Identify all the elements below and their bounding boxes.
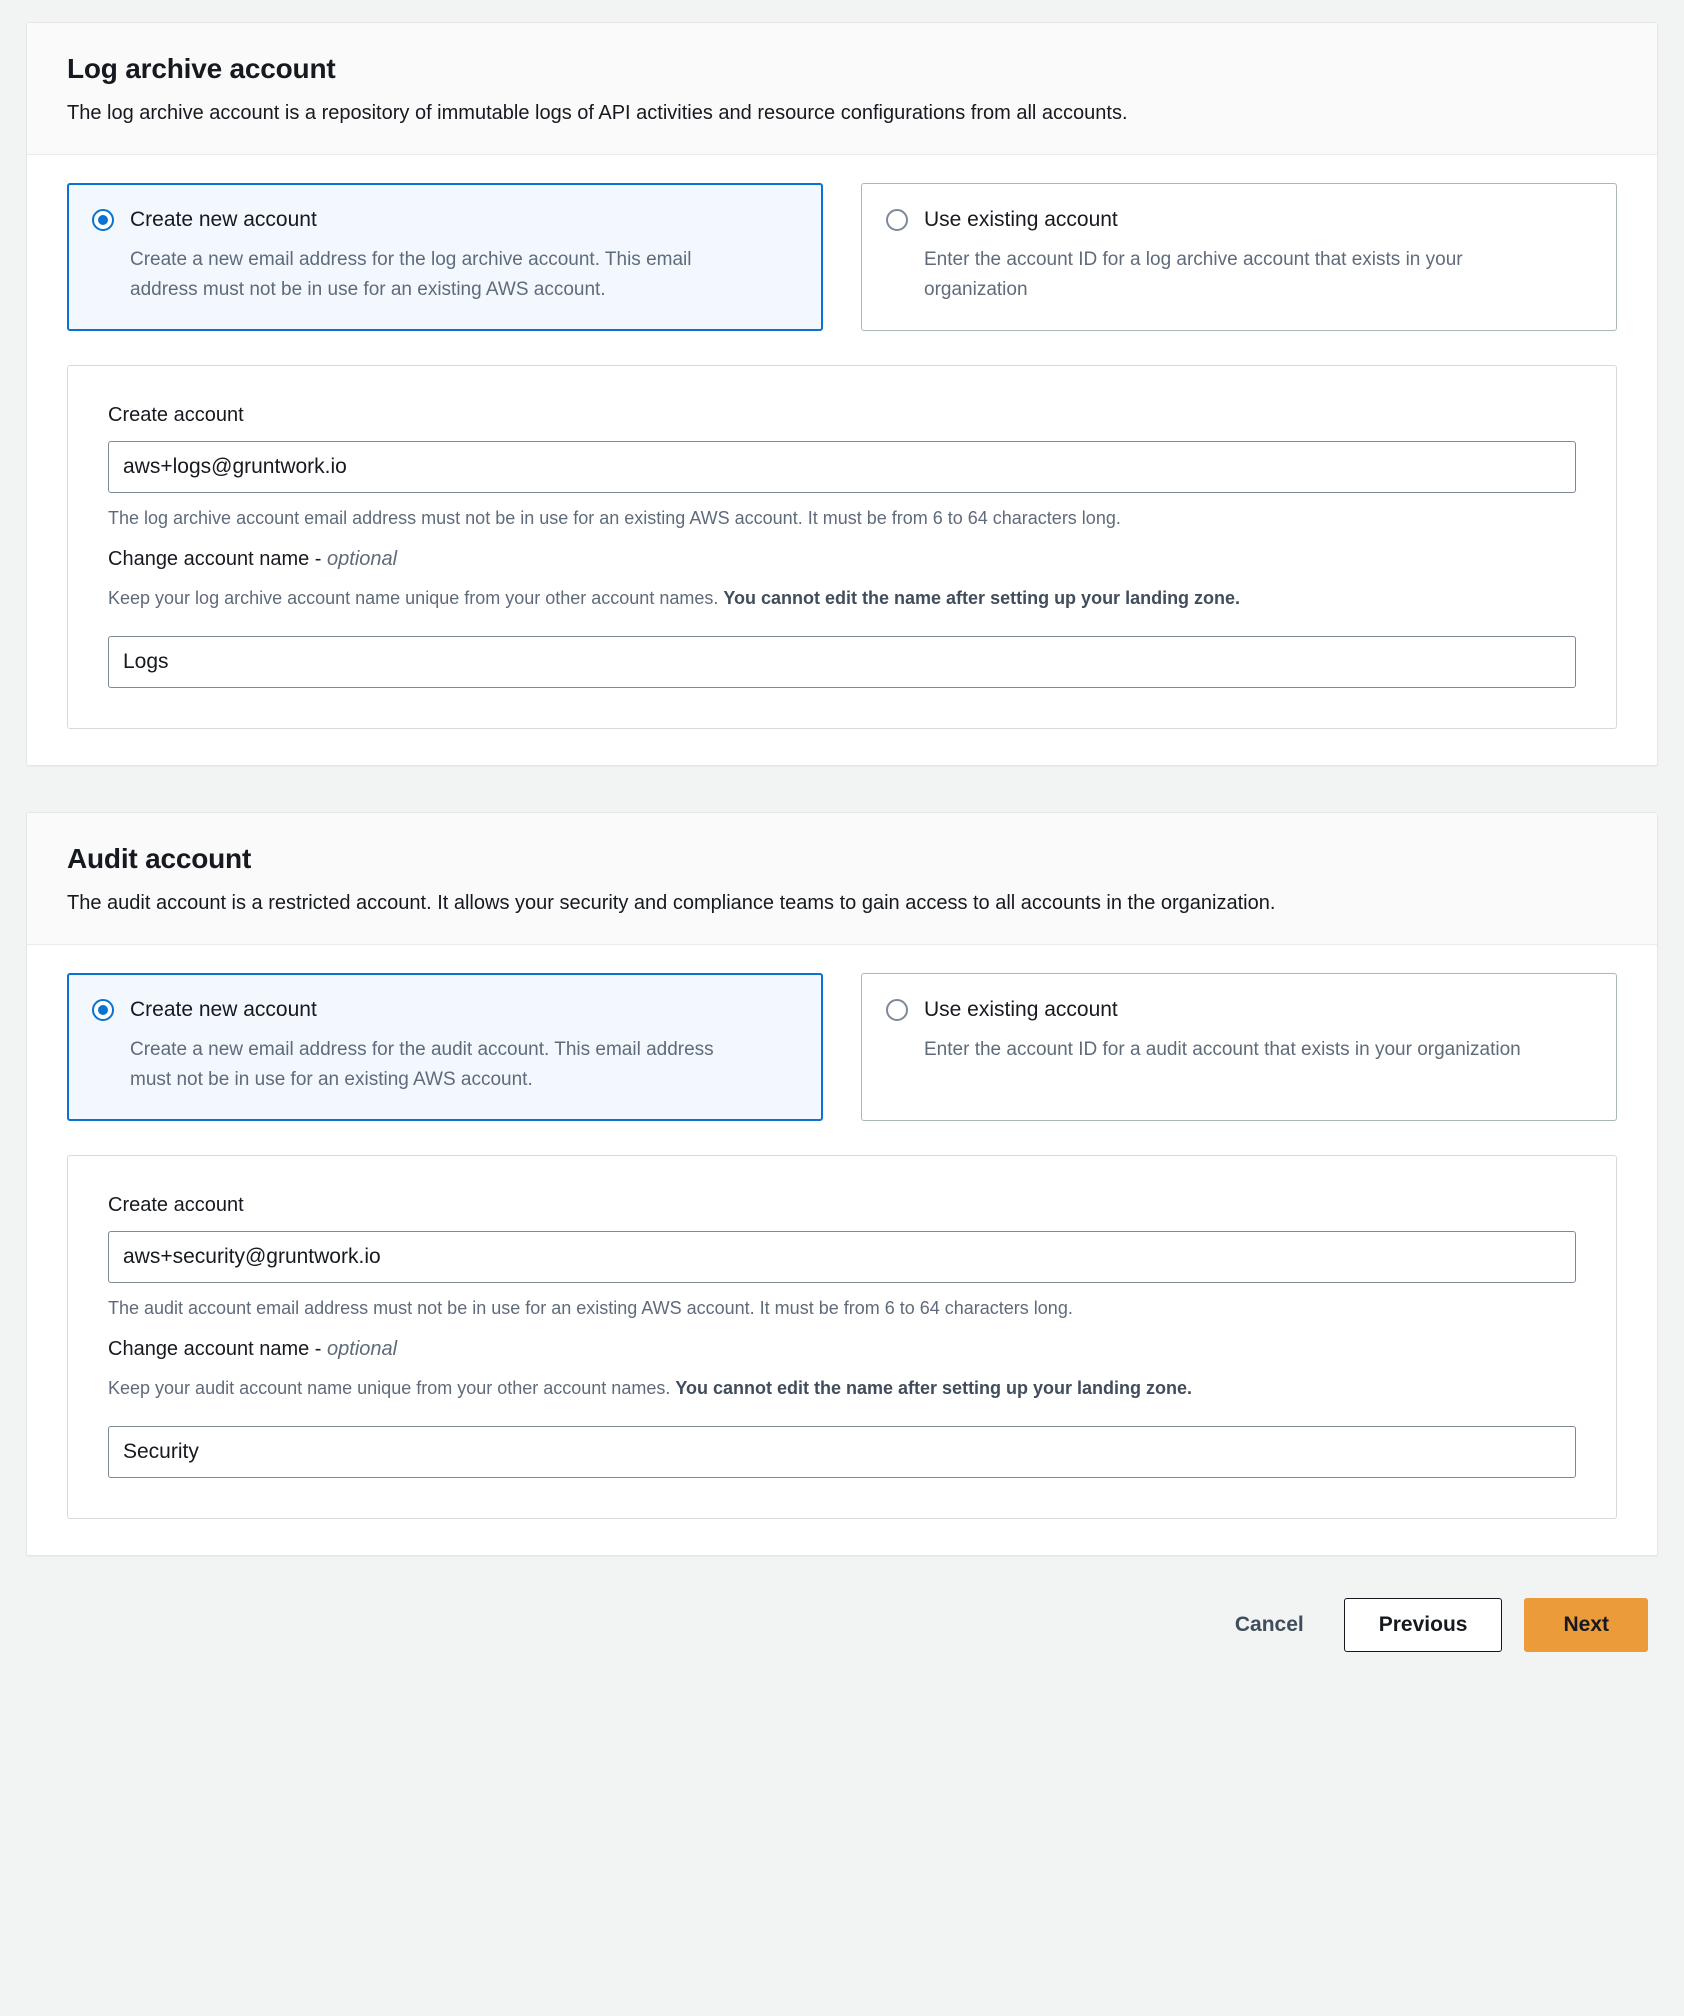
audit-name-hint-normal: Keep your audit account name unique from your other account names. — [108, 1378, 676, 1398]
audit-email-label: Create account — [108, 1194, 244, 1216]
log-archive-name-label — [108, 548, 1576, 571]
audit-account-card — [26, 812, 1658, 1556]
audit-use-existing-account-option[interactable] — [861, 973, 1617, 1121]
page-title: Log archive account — [67, 53, 336, 84]
log-archive-use-existing-account-row — [886, 206, 1592, 233]
audit-account-description: The audit account is a restricted account. It allows your security and compliance teams to gain access to all accounts in the organization. — [67, 892, 1276, 914]
log-archive-name-label-text: Change account name - — [108, 548, 328, 570]
audit-create-new-account-row — [92, 996, 798, 1023]
cancel-button[interactable]: Cancel — [1217, 1601, 1322, 1649]
log-archive-account-choice-group — [67, 183, 1617, 331]
log-archive-use-existing-account-sub: Enter the account ID for a log archive account that exists in your organization — [924, 249, 1463, 300]
audit-name-label-text: Change account name - — [108, 1338, 328, 1360]
audit-account-header — [27, 813, 1657, 945]
log-archive-email-hint: The log archive account email address must not be in use for an existing AWS account. It must be from 6 to 64 characters long. — [108, 508, 1121, 528]
audit-use-existing-account-sub: Enter the account ID for a audit account that exists in your organization — [924, 1039, 1521, 1061]
log-archive-account-body — [27, 155, 1657, 765]
log-archive-create-new-account-option[interactable] — [67, 183, 823, 331]
radio-unselected-icon[interactable] — [886, 999, 908, 1021]
log-archive-email-label: Create account — [108, 404, 244, 426]
radio-selected-icon[interactable] — [92, 999, 114, 1021]
log-archive-account-header — [27, 23, 1657, 155]
audit-use-existing-account-row — [886, 996, 1592, 1023]
next-button[interactable]: Next — [1524, 1598, 1648, 1652]
log-archive-name-input[interactable] — [108, 636, 1576, 688]
log-archive-name-hint-bold: You cannot edit the name after setting up your landing zone. — [723, 588, 1241, 608]
audit-create-account-panel — [67, 1155, 1617, 1519]
previous-button[interactable]: Previous — [1344, 1598, 1503, 1652]
audit-account-body — [27, 945, 1657, 1555]
log-archive-create-new-account-row — [92, 206, 798, 233]
log-archive-use-existing-account-label: Use existing account — [924, 208, 1118, 231]
audit-email-input[interactable] — [108, 1231, 1576, 1283]
radio-unselected-icon[interactable] — [886, 209, 908, 231]
audit-name-input[interactable] — [108, 1426, 1576, 1478]
audit-email-hint: The audit account email address must not be in use for an existing AWS account. It must be from 6 to 64 characters long. — [108, 1298, 1073, 1318]
log-archive-create-account-panel — [67, 365, 1617, 729]
log-archive-account-card — [26, 22, 1658, 766]
wizard-footer-actions — [26, 1556, 1658, 1692]
audit-create-new-account-label: Create new account — [130, 998, 317, 1021]
log-archive-create-new-account-sub: Create a new email address for the log archive account. This email address must not be in use for an existing AWS account. — [130, 249, 692, 300]
log-archive-create-new-account-label: Create new account — [130, 208, 317, 231]
log-archive-email-input[interactable] — [108, 441, 1576, 493]
log-archive-account-description: The log archive account is a repository of immutable logs of API activities and resource configurations from all accounts. — [67, 102, 1128, 124]
audit-name-hint — [108, 1375, 1576, 1402]
audit-account-choice-group — [67, 973, 1617, 1121]
radio-selected-icon[interactable] — [92, 209, 114, 231]
audit-create-new-account-option[interactable] — [67, 973, 823, 1121]
audit-name-hint-bold: You cannot edit the name after setting up your landing zone. — [675, 1378, 1193, 1398]
audit-create-new-account-sub: Create a new email address for the audit account. This email address must not be in use for an existing AWS account. — [130, 1039, 714, 1090]
log-archive-use-existing-account-option[interactable] — [861, 183, 1617, 331]
log-archive-name-hint — [108, 585, 1576, 612]
log-archive-name-label-optional: optional — [327, 548, 398, 570]
audit-use-existing-account-label: Use existing account — [924, 998, 1118, 1021]
audit-account-title: Audit account — [67, 843, 252, 874]
log-archive-name-hint-normal: Keep your log archive account name unique from your other account names. — [108, 588, 724, 608]
audit-name-label-optional: optional — [327, 1338, 398, 1360]
audit-name-label — [108, 1338, 1576, 1361]
